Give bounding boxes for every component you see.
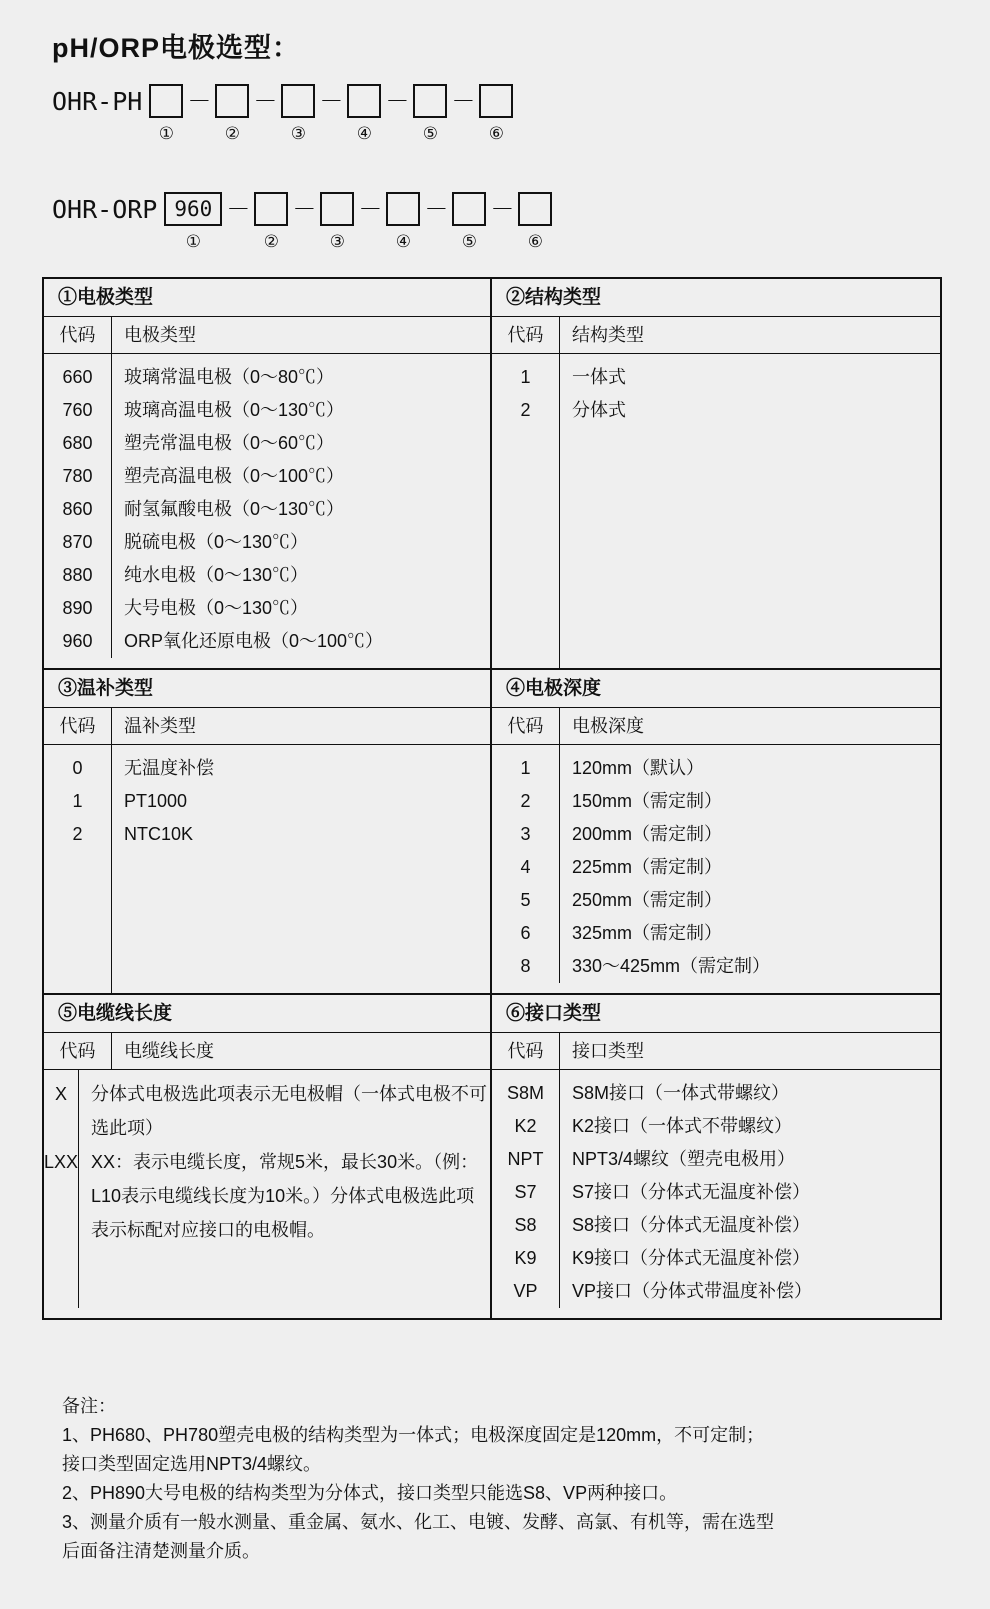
orp-slot-box-3[interactable] bbox=[320, 192, 354, 226]
section-subheader bbox=[492, 1033, 940, 1070]
table-row: S7接口（分体式无温度补偿） bbox=[572, 1182, 811, 1202]
table-row: VP接口（分体式带温度补偿） bbox=[572, 1281, 813, 1301]
section-electrode-depth bbox=[492, 670, 940, 993]
table-row: S7 bbox=[514, 1182, 537, 1202]
section-rows bbox=[44, 1070, 490, 1318]
section-rows bbox=[492, 745, 940, 993]
orp-dash-4: － bbox=[424, 195, 449, 223]
section-header: ③温补类型 bbox=[44, 670, 490, 708]
table-row: NPT bbox=[507, 1149, 544, 1169]
section-header: ④电极深度 bbox=[492, 670, 940, 708]
table-row: 780 bbox=[62, 466, 93, 486]
table-row: 960 bbox=[62, 631, 93, 651]
section-rows bbox=[44, 745, 490, 993]
table-row: NPT3/4螺纹（塑壳电极用） bbox=[572, 1149, 796, 1169]
column-header-desc: 电缆线长度 bbox=[124, 1041, 214, 1061]
column-header-code: 代码 bbox=[492, 317, 560, 353]
table-row: VP bbox=[513, 1281, 538, 1301]
orp-slot-3[interactable] bbox=[319, 192, 355, 252]
table-row: XX：表示电缆长度，常规5米，最长30米。（例：L10表示电缆线长度为10米。）分体式电极选此项表示标配对应接口的电极帽。 bbox=[91, 1152, 479, 1240]
code-column bbox=[44, 1070, 79, 1308]
slot-3[interactable] bbox=[280, 84, 316, 144]
slot-index-3: ③ bbox=[290, 124, 306, 143]
table-row: PT1000 bbox=[124, 791, 188, 811]
orp-slot-index-2: ② bbox=[263, 232, 279, 251]
orp-dash-2: － bbox=[292, 195, 317, 223]
orp-slot-box-1[interactable]: 960 bbox=[164, 192, 222, 226]
orp-slot-box-6[interactable] bbox=[518, 192, 552, 226]
table-row: 1 bbox=[520, 758, 531, 778]
slot-index-6: ⑥ bbox=[488, 124, 504, 143]
dash-1: － bbox=[187, 87, 212, 115]
slot-box-1[interactable] bbox=[149, 84, 183, 118]
slot-1[interactable] bbox=[148, 84, 184, 144]
section-subheader bbox=[44, 1033, 490, 1070]
column-header-desc: 接口类型 bbox=[572, 1041, 644, 1061]
table-row: 200mm（需定制） bbox=[572, 824, 723, 844]
column-header-code: 代码 bbox=[44, 317, 112, 353]
orp-dash-3: － bbox=[358, 195, 383, 223]
table-row: 一体式 bbox=[572, 367, 626, 387]
column-header-desc: 温补类型 bbox=[124, 716, 196, 736]
table-row: S8 bbox=[514, 1215, 537, 1235]
code-column bbox=[492, 745, 560, 983]
dash-5: － bbox=[451, 87, 476, 115]
model-code-row-orp bbox=[52, 192, 553, 252]
table-row: 玻璃高温电极（0～130℃） bbox=[124, 400, 345, 420]
model-code-row-ph bbox=[52, 84, 514, 144]
orp-slot-6[interactable] bbox=[517, 192, 553, 252]
desc-column bbox=[560, 745, 940, 983]
section-subheader bbox=[44, 317, 490, 354]
notes-line: 3、测量介质有一般水测量、重金属、氨水、化工、电镀、发酵、高氯、有机等，需在选型 bbox=[62, 1512, 775, 1532]
section-header: ①电极类型 bbox=[44, 279, 490, 317]
orp-slot-4[interactable] bbox=[385, 192, 421, 252]
code-column bbox=[492, 354, 560, 668]
orp-slot-index-4: ④ bbox=[395, 232, 411, 251]
table-band-1 bbox=[44, 279, 940, 668]
table-row: 250mm（需定制） bbox=[572, 890, 723, 910]
code-column bbox=[44, 354, 112, 658]
dash-3: － bbox=[319, 87, 344, 115]
column-header-desc: 电极类型 bbox=[124, 325, 196, 345]
table-row: 2 bbox=[520, 400, 531, 420]
slot-6[interactable] bbox=[478, 84, 514, 144]
table-row: 120mm（默认） bbox=[572, 758, 705, 778]
section-cable-length bbox=[44, 995, 492, 1318]
section-subheader bbox=[492, 317, 940, 354]
desc-column bbox=[560, 1070, 940, 1308]
notes-line: 后面备注清楚测量介质。 bbox=[62, 1541, 260, 1561]
slot-box-2[interactable] bbox=[215, 84, 249, 118]
orp-slot-box-4[interactable] bbox=[386, 192, 420, 226]
model-name-ph: OHR-PH bbox=[52, 87, 143, 116]
slot-index-1: ① bbox=[158, 124, 174, 143]
table-row: 6 bbox=[520, 923, 531, 943]
notes-title: 备注： bbox=[62, 1396, 116, 1416]
table-row: 330～425mm（需定制） bbox=[572, 956, 771, 976]
section-rows bbox=[492, 354, 940, 668]
slot-group-ph bbox=[148, 84, 514, 144]
table-row: 耐氢氟酸电极（0～130℃） bbox=[124, 499, 345, 519]
orp-slot-index-5: ⑤ bbox=[461, 232, 477, 251]
table-row: 680 bbox=[62, 433, 93, 453]
table-row: 760 bbox=[62, 400, 93, 420]
orp-slot-1[interactable] bbox=[163, 192, 223, 252]
table-row: 8 bbox=[520, 956, 531, 976]
orp-slot-box-2[interactable] bbox=[254, 192, 288, 226]
orp-slot-box-5[interactable] bbox=[452, 192, 486, 226]
section-subheader bbox=[44, 708, 490, 745]
notes-line: 1、PH680、PH780塑壳电极的结构类型为一体式；电极深度固定是120mm，不可定制； bbox=[62, 1425, 765, 1445]
code-column bbox=[44, 745, 112, 993]
dash-4: － bbox=[385, 87, 410, 115]
column-header-code: 代码 bbox=[44, 1033, 112, 1069]
table-row: 塑壳高温电极（0～100℃） bbox=[124, 466, 345, 486]
table-row: 纯水电极（0～130℃） bbox=[124, 565, 309, 585]
column-header-code: 代码 bbox=[492, 1033, 560, 1069]
table-row: 2 bbox=[72, 824, 83, 844]
table-row: 分体式电极选此项表示无电极帽（一体式电极不可选此项） bbox=[91, 1084, 488, 1138]
table-row: 分体式 bbox=[572, 400, 626, 420]
table-row: K9接口（分体式无温度补偿） bbox=[572, 1248, 811, 1268]
table-row: 225mm（需定制） bbox=[572, 857, 723, 877]
orp-dash-5: － bbox=[490, 195, 515, 223]
table-row: NTC10K bbox=[124, 824, 194, 844]
section-rows bbox=[492, 1070, 940, 1318]
column-header-desc: 结构类型 bbox=[572, 325, 644, 345]
table-row: LXX bbox=[44, 1152, 79, 1172]
slot-box-5[interactable] bbox=[413, 84, 447, 118]
slot-5[interactable] bbox=[412, 84, 448, 144]
slot-index-4: ④ bbox=[356, 124, 372, 143]
section-electrode-type bbox=[44, 279, 492, 668]
desc-column bbox=[112, 745, 490, 993]
notes-block bbox=[62, 1392, 952, 1566]
slot-box-6[interactable] bbox=[479, 84, 513, 118]
dash-2: － bbox=[253, 87, 278, 115]
desc-column bbox=[112, 354, 490, 658]
slot-2[interactable] bbox=[214, 84, 250, 144]
table-row: 塑壳常温电极（0～60℃） bbox=[124, 433, 335, 453]
table-row: 0 bbox=[72, 758, 83, 778]
slot-index-2: ② bbox=[224, 124, 240, 143]
table-band-2 bbox=[44, 668, 940, 993]
section-header: ⑥接口类型 bbox=[492, 995, 940, 1033]
table-row: X bbox=[55, 1084, 68, 1104]
table-row: S8M bbox=[506, 1083, 544, 1103]
notes-line: 2、PH890大号电极的结构类型为分体式，接口类型只能选S8、VP两种接口。 bbox=[62, 1483, 678, 1503]
orp-slot-index-6: ⑥ bbox=[527, 232, 543, 251]
notes-line: 接口类型固定选用NPT3/4螺纹。 bbox=[62, 1454, 322, 1474]
slot-box-4[interactable] bbox=[347, 84, 381, 118]
table-row: 4 bbox=[520, 857, 531, 877]
section-interface-type bbox=[492, 995, 940, 1318]
table-row: 1 bbox=[72, 791, 83, 811]
table-row: 1 bbox=[520, 367, 531, 387]
table-row: S8M接口（一体式带螺纹） bbox=[572, 1083, 790, 1103]
table-band-3 bbox=[44, 993, 940, 1318]
desc-column bbox=[79, 1070, 490, 1308]
table-row: 玻璃常温电极（0～80℃） bbox=[124, 367, 335, 387]
table-row: S8接口（分体式无温度补偿） bbox=[572, 1215, 811, 1235]
orp-slot-index-1: ① bbox=[185, 232, 201, 251]
model-name-orp: OHR-ORP bbox=[52, 195, 158, 224]
table-row: 大号电极（0～130℃） bbox=[124, 598, 309, 618]
table-row: 325mm（需定制） bbox=[572, 923, 723, 943]
table-row: K2 bbox=[514, 1116, 537, 1136]
page-title: pH/ORP电极选型： bbox=[52, 33, 301, 63]
table-row: 660 bbox=[62, 367, 93, 387]
column-header-code: 代码 bbox=[492, 708, 560, 744]
orp-slot-2[interactable] bbox=[253, 192, 289, 252]
table-row: 150mm（需定制） bbox=[572, 791, 723, 811]
table-row: K9 bbox=[514, 1248, 537, 1268]
table-row: 3 bbox=[520, 824, 531, 844]
slot-box-3[interactable] bbox=[281, 84, 315, 118]
table-row: 860 bbox=[62, 499, 93, 519]
section-rows bbox=[44, 354, 490, 668]
table-row: 脱硫电极（0～130℃） bbox=[124, 532, 309, 552]
section-header: ②结构类型 bbox=[492, 279, 940, 317]
orp-slot-5[interactable] bbox=[451, 192, 487, 252]
orp-slot-index-3: ③ bbox=[329, 232, 345, 251]
table-row: 无温度补偿 bbox=[124, 758, 214, 778]
desc-column bbox=[560, 354, 940, 668]
table-row: 2 bbox=[520, 791, 531, 811]
section-temp-compensation bbox=[44, 670, 492, 993]
table-row: 870 bbox=[62, 532, 93, 552]
section-header: ⑤电缆线长度 bbox=[44, 995, 490, 1033]
orp-dash-1: － bbox=[226, 195, 251, 223]
specification-table bbox=[42, 277, 942, 1320]
table-row: K2接口（一体式不带螺纹） bbox=[572, 1116, 793, 1136]
column-header-code: 代码 bbox=[44, 708, 112, 744]
code-column bbox=[492, 1070, 560, 1308]
slot-4[interactable] bbox=[346, 84, 382, 144]
table-row: 880 bbox=[62, 565, 93, 585]
column-header-desc: 电极深度 bbox=[572, 716, 644, 736]
table-row: 5 bbox=[520, 890, 531, 910]
table-row: ORP氧化还原电极（0～100℃） bbox=[124, 631, 384, 651]
section-structure-type bbox=[492, 279, 940, 668]
slot-group-orp bbox=[163, 192, 553, 252]
slot-index-5: ⑤ bbox=[422, 124, 438, 143]
section-subheader bbox=[492, 708, 940, 745]
table-row: 890 bbox=[62, 598, 93, 618]
